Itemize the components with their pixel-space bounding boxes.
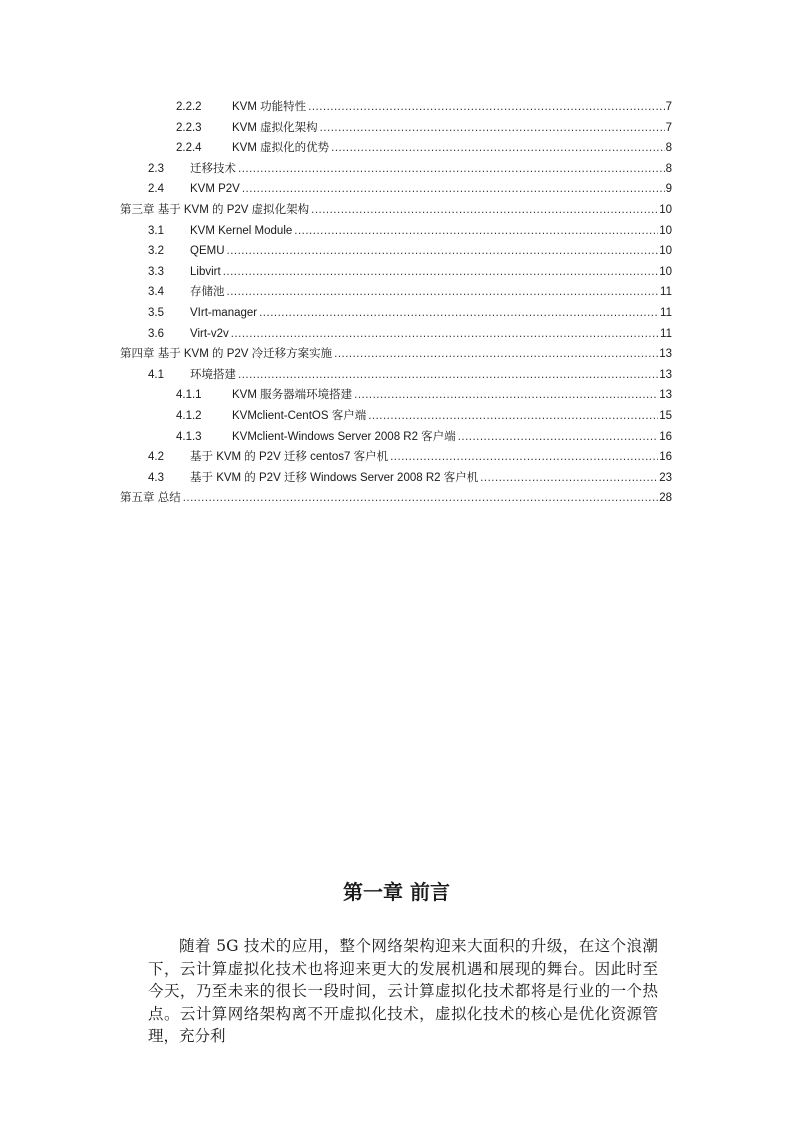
toc-dot-leader	[390, 447, 658, 467]
toc-entry-number: 4.1.3	[176, 430, 202, 443]
toc-dot-leader	[242, 179, 665, 199]
toc-entry[interactable]	[0, 262, 793, 282]
toc-entry[interactable]	[0, 406, 793, 426]
toc-entry-line	[190, 179, 672, 199]
toc-entry[interactable]	[0, 159, 793, 179]
toc-entry-number: 4.1.1	[176, 389, 202, 402]
toc-entry[interactable]	[0, 303, 793, 323]
toc-entry-title: KVM P2V	[190, 179, 242, 199]
toc-entry-number: 3.4	[148, 286, 164, 299]
chapter-heading: 第一章 前言	[343, 880, 450, 904]
toc-entry-number: 2.4	[148, 183, 164, 196]
toc-entry-title: 第五章 总结	[120, 488, 183, 508]
toc-entry[interactable]	[0, 138, 793, 158]
toc-entry-line	[232, 118, 672, 138]
toc-entry-number: 4.3	[148, 471, 164, 484]
toc-entry-line	[232, 97, 672, 117]
chapter-paragraph: 随着 5G 技术的应用，整个网络架构迎来大面积的升级，在这个浪潮下，云计算虚拟化技术也将迎来更大的发展机遇和展现的舞台。因此时至今天，乃至未来的很长一段时间，云计算虚拟化技术都将是行业的一个热点。云计算网络架构离不开虚拟化技术，虚拟化技术的核心是优化资源管理，充分利	[148, 937, 658, 1045]
toc-dot-leader	[259, 303, 659, 323]
toc-entry-title: KVM 虚拟化的优势	[232, 138, 331, 158]
toc-entry-title: KVM Kernel Module	[190, 221, 294, 241]
toc-entry-line	[120, 488, 672, 508]
toc-entry-number: 3.3	[148, 265, 164, 278]
toc-entry-title: KVMclient-CentOS 客户端	[232, 406, 368, 426]
toc-entry-line	[190, 468, 672, 488]
toc-dot-leader	[458, 427, 659, 447]
toc-dot-leader	[368, 406, 658, 426]
toc-entry-page: 16	[658, 427, 672, 447]
toc-entry-page: 28	[658, 488, 672, 508]
toc-entry-page: 11	[659, 303, 672, 323]
toc-dot-leader	[354, 385, 658, 405]
toc-entry-page: 8	[665, 138, 672, 158]
toc-entry[interactable]	[0, 447, 793, 467]
toc-entry-page: 15	[658, 406, 672, 426]
toc-entry-title: 环境搭建	[190, 365, 238, 385]
toc-entry-title: 基于 KVM 的 P2V 迁移 Windows Server 2008 R2 客户机	[190, 468, 480, 488]
toc-entry-number: 4.1.2	[176, 410, 202, 422]
toc-entry-page: 7	[665, 118, 672, 138]
toc-entry-title: 第四章 基于 KVM 的 P2V 冷迁移方案实施	[120, 344, 334, 364]
toc-entry-page: 9	[665, 179, 672, 199]
toc-dot-leader	[238, 159, 665, 179]
toc-entry-line	[232, 385, 672, 405]
toc-entry[interactable]	[0, 488, 793, 508]
toc-entry-number: 4.1	[148, 368, 164, 381]
toc-entry-title: KVM 功能特性	[232, 97, 308, 117]
toc-dot-leader	[183, 488, 659, 508]
toc-entry-page: 11	[659, 324, 672, 344]
toc-entry-number: 2.2.2	[176, 101, 202, 113]
toc-entry-page: 13	[658, 365, 672, 385]
toc-entry-line	[190, 324, 672, 344]
toc-entry-title: QEMU	[190, 241, 227, 261]
toc-entry-line	[190, 303, 672, 323]
toc-entry[interactable]	[0, 344, 793, 364]
toc-entry-line	[190, 447, 672, 467]
toc-entry-title: 迁移技术	[190, 159, 238, 179]
toc-entry[interactable]	[0, 200, 793, 220]
toc-entry-title: KVM 服务器端环境搭建	[232, 385, 354, 405]
toc-entry-line	[190, 159, 672, 179]
toc-entry-line	[232, 427, 672, 447]
toc-dot-leader	[227, 282, 660, 302]
toc-dot-leader	[334, 344, 658, 364]
toc-entry[interactable]	[0, 118, 793, 138]
toc-entry-number: 2.3	[148, 162, 164, 175]
toc-entry[interactable]	[0, 221, 793, 241]
toc-entry-title: 第三章 基于 KVM 的 P2V 虚拟化架构	[120, 200, 311, 220]
toc-entry-title: 存储池	[190, 282, 227, 302]
toc-entry[interactable]	[0, 427, 793, 447]
toc-entry-page: 10	[658, 262, 672, 282]
toc-dot-leader	[320, 118, 665, 138]
toc-entry[interactable]	[0, 468, 793, 488]
toc-entry-title: 基于 KVM 的 P2V 迁移 centos7 客户机	[190, 447, 390, 467]
toc-dot-leader	[480, 468, 658, 488]
toc-entry-page: 8	[665, 159, 672, 179]
toc-entry-title: Libvirt	[190, 262, 223, 282]
toc-entry-title: VIrt-manager	[190, 303, 259, 323]
toc-entry[interactable]	[0, 241, 793, 261]
toc-entry-line	[190, 221, 672, 241]
toc-entry-page: 10	[658, 221, 672, 241]
toc-entry-line	[190, 365, 672, 385]
table-of-contents	[0, 0, 793, 520]
toc-dot-leader	[294, 221, 658, 241]
toc-entry-line	[120, 344, 672, 364]
toc-dot-leader	[331, 138, 664, 158]
toc-entry[interactable]	[0, 365, 793, 385]
toc-entry[interactable]	[0, 282, 793, 302]
toc-entry-line	[190, 262, 672, 282]
toc-entry-page: 10	[658, 200, 672, 220]
toc-dot-leader	[308, 97, 664, 117]
toc-entry[interactable]	[0, 179, 793, 199]
toc-entry-title: KVMclient-Windows Server 2008 R2 客户端	[232, 427, 458, 447]
toc-entry-page: 13	[658, 344, 672, 364]
toc-entry-line	[232, 406, 672, 426]
toc-entry-line	[232, 138, 672, 158]
toc-entry-line	[120, 200, 672, 220]
toc-entry-number: 4.2	[148, 451, 164, 464]
toc-entry-page: 13	[658, 385, 672, 405]
toc-entry-page: 7	[665, 97, 672, 117]
toc-entry-title: KVM 虚拟化架构	[232, 118, 320, 138]
toc-dot-leader	[231, 324, 659, 344]
toc-dot-leader	[311, 200, 658, 220]
toc-entry-number: 3.1	[148, 224, 164, 237]
toc-entry-page: 16	[658, 447, 672, 467]
toc-entry-number: 3.2	[148, 245, 164, 258]
toc-entry-page: 11	[659, 282, 672, 302]
toc-entry-number: 2.2.4	[176, 142, 202, 155]
toc-entry[interactable]	[0, 385, 793, 405]
toc-entry-line	[190, 282, 672, 302]
toc-dot-leader	[223, 262, 659, 282]
toc-dot-leader	[238, 365, 658, 385]
toc-entry[interactable]	[0, 97, 793, 117]
toc-entry[interactable]	[0, 324, 793, 344]
toc-entry-page: 10	[658, 241, 672, 261]
toc-entry-line	[190, 241, 672, 261]
toc-entry-number: 3.6	[148, 327, 164, 340]
toc-entry-number: 2.2.3	[176, 121, 202, 134]
toc-entry-title: Virt-v2v	[190, 324, 231, 344]
toc-dot-leader	[227, 241, 659, 261]
toc-entry-number: 3.5	[148, 307, 164, 319]
toc-entry-page: 23	[658, 468, 672, 488]
